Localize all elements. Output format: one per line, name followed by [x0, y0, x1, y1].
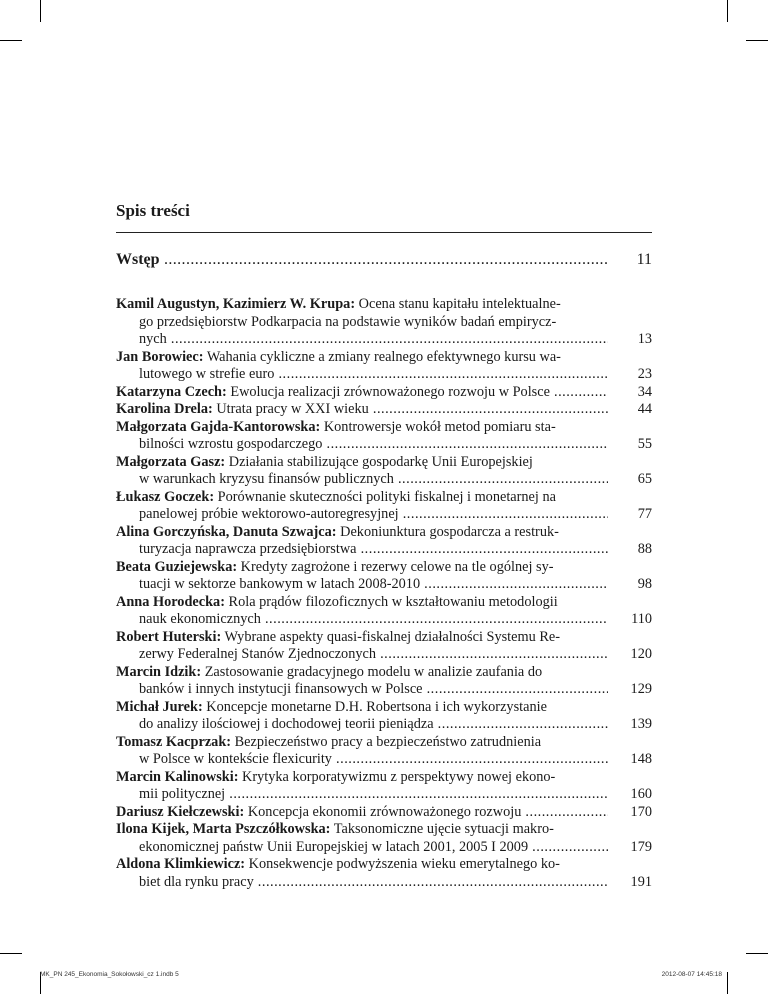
toc-entry-title: lutowego w strefie euro [139, 366, 275, 382]
toc-entry-title: zerwy Federalnej Stanów Zjednoczonych [139, 646, 377, 662]
toc-entry-line [116, 786, 608, 804]
toc-entry-title: w warunkach kryzysu finansów publicznych [139, 471, 394, 487]
toc-entry-author: Anna Horodecka: [116, 593, 225, 610]
toc-entry-line [116, 541, 608, 559]
toc-entry-title: Kredyty zagrożone i rezerwy celowe na tle ogólnej sy- [237, 558, 554, 575]
toc-entry[interactable] [116, 804, 652, 822]
toc-entry-line [116, 804, 608, 822]
toc-entry-line [116, 874, 608, 892]
toc-entry-line [116, 314, 608, 332]
toc-entry-line [116, 296, 608, 314]
toc-entry-author: Dariusz Kiełczewski: [116, 803, 245, 820]
toc-page-number: 129 [630, 681, 652, 697]
toc-entry-line [116, 384, 608, 402]
toc-entry[interactable] [116, 594, 652, 629]
toc-entry-line [116, 769, 608, 787]
toc-entry-title: nych [139, 331, 167, 347]
toc-entry-title: Ocena stanu kapitału intelektualne- [355, 296, 561, 312]
toc-entry-line [116, 839, 608, 857]
toc-entry-author: Michał Jurek: [116, 698, 203, 715]
toc-page-number: 179 [630, 838, 652, 855]
toc-entry-title: Taksonomiczne ujęcie sytuacji makro- [330, 821, 554, 837]
footer-timestamp: 2012-08-07 14:45:18 [661, 971, 722, 978]
toc-entry-line [116, 856, 608, 874]
toc-entry-title: tuacji w sektorze bankowym w latach 2008-2010 [139, 576, 421, 592]
toc-entry-title: bilności wzrostu gospodarczego [139, 436, 323, 452]
crop-mark [0, 953, 22, 954]
crop-mark [746, 953, 768, 954]
toc-page-number: 170 [630, 803, 652, 820]
toc-entry-title: Rola prądów filozoficznych w kształtowaniu metodologii [224, 593, 558, 610]
toc-entry-line [116, 559, 608, 577]
toc-entry-line [116, 366, 608, 384]
toc-entry-line [116, 594, 608, 612]
toc-entry-title: Koncepcja ekonomii zrównoważonego rozwoju [244, 803, 522, 820]
toc-entry-title: Działania stabilizujące gospodarkę Unii Europejskiej [225, 453, 533, 470]
toc-page-number: 120 [630, 646, 652, 662]
toc-entry-line [116, 250, 608, 270]
toc-entry-author: Kamil Augustyn, Kazimierz W. Krupa: [116, 296, 356, 312]
toc-entry-line [116, 401, 608, 419]
toc-entry-author: Małgorzata Gasz: [116, 453, 226, 470]
toc-entry-title: go przedsiębiorstw Podkarpacia na podstawie wyników badań empirycz- [139, 313, 557, 330]
toc-entry-author: Małgorzata Gajda-Kantorowska: [116, 418, 321, 435]
toc-page-number: 160 [630, 786, 652, 802]
toc-entry-title: Porównanie skuteczności polityki fiskalnej i monetarnej na [214, 488, 556, 505]
toc-entry[interactable] [116, 769, 652, 804]
toc-entry-author: Alina Gorczyńska, Danuta Szwajca: [116, 523, 337, 540]
toc-entry-line [116, 646, 608, 664]
toc-entry-title: mii politycznej [139, 786, 226, 802]
toc-entries [116, 296, 652, 891]
toc-entry-line [116, 821, 608, 839]
toc-entry[interactable] [116, 629, 652, 664]
toc-entry-line [116, 751, 608, 769]
toc-page-number: 55 [637, 436, 652, 452]
toc-entry[interactable] [116, 734, 652, 769]
toc-entry-title: Koncepcje monetarne D.H. Robertsona i ich wykorzystanie [202, 698, 547, 715]
toc-entry-title: nauk ekonomicznych [139, 611, 261, 627]
toc-entry-author: Jan Borowiec: [116, 348, 204, 365]
toc-entry-author: Łukasz Goczek: [116, 488, 215, 505]
toc-page-number: 139 [630, 716, 652, 732]
toc-entry-line [116, 524, 608, 542]
toc-entry[interactable] [116, 821, 652, 856]
toc-page-number: 34 [637, 383, 652, 400]
toc-entry-line [116, 349, 608, 367]
toc-page-number: 148 [630, 751, 652, 767]
toc-page-number: 44 [637, 401, 652, 417]
toc-entry-line [116, 734, 608, 752]
toc-entry-intro[interactable] [116, 250, 652, 270]
toc-page-number: 65 [637, 471, 652, 487]
toc-entry[interactable] [116, 559, 652, 594]
toc-entry-author: Robert Huterski: [116, 628, 222, 645]
toc-entry-line [116, 506, 608, 524]
toc-entry-title: Krytyka korporatywizmu z perspektywy nowej ekono- [238, 768, 556, 785]
toc-entry-title: Wahania cykliczne a zmiany realnego efektywnego kursu wa- [203, 348, 561, 365]
toc-entry-title: do analizy ilościowej i dochodowej teorii pieniądza [139, 716, 434, 732]
toc-entry-title: panelowej próbie wektorowo-autoregresyjnej [139, 506, 399, 522]
table-of-contents [116, 250, 652, 891]
toc-entry-line [116, 436, 608, 454]
toc-entry-line [116, 699, 608, 717]
toc-entry-line [116, 331, 608, 349]
toc-entry-author: Marcin Idzik: [116, 663, 202, 680]
toc-entry-line [116, 716, 608, 734]
toc-page-number: 110 [631, 611, 652, 627]
toc-entry-title: banków i innych instytucji finansowych w Polsce [139, 681, 423, 697]
toc-entry-title: Dekoniunktura gospodarcza a restruk- [336, 523, 559, 540]
toc-entry-author: Katarzyna Czech: [116, 383, 227, 400]
toc-entry-author: Beata Guziejewska: [116, 558, 238, 575]
crop-mark [0, 40, 22, 41]
title-rule [116, 232, 652, 233]
toc-entry[interactable] [116, 296, 652, 349]
toc-entry[interactable] [116, 856, 652, 891]
toc-page-number: 191 [630, 873, 652, 890]
toc-entry-title: ekonomicznej państw Unii Europejskiej w latach 2001, 2005 I 2009 [139, 838, 529, 855]
toc-entry-author: Marcin Kalinowski: [116, 768, 239, 785]
toc-entry-author: Aldona Klimkiewicz: [116, 856, 246, 872]
toc-entry-title: Kontrowersje wokół metod pomiaru sta- [320, 418, 556, 435]
toc-entry[interactable] [116, 664, 652, 699]
toc-page-number: 98 [637, 576, 652, 592]
footer-file-info: MK_PN 245_Ekonomia_Sokołowski_cz 1.indb 5 [40, 971, 179, 978]
toc-entry-line [116, 471, 608, 489]
toc-entry-title: Bezpieczeństwo pracy a bezpieczeństwo zatrudnienia [231, 733, 542, 750]
toc-entry-line [116, 419, 608, 437]
toc-entry-line [116, 664, 608, 682]
toc-entry-title: Utrata pracy w XXI wieku [212, 401, 369, 417]
crop-mark [727, 972, 728, 994]
toc-entry[interactable] [116, 699, 652, 734]
page-title: Spis treści [116, 201, 190, 220]
toc-entry[interactable] [116, 454, 652, 489]
toc-entry-line [116, 681, 608, 699]
toc-entry[interactable] [116, 349, 652, 384]
toc-page-number: 88 [637, 541, 652, 557]
crop-mark [40, 0, 41, 22]
toc-entry[interactable] [116, 401, 652, 419]
toc-entry-author: Tomasz Kacprzak: [116, 733, 232, 750]
toc-entry-line [116, 629, 608, 647]
toc-entry-line [116, 576, 608, 594]
crop-mark [727, 0, 728, 22]
toc-entry-title: Konsekwencje podwyższenia wieku emerytalnego ko- [245, 856, 560, 872]
toc-page-number: 77 [637, 506, 652, 522]
toc-entry-title: Zastosowanie gradacyjnego modelu w analizie zaufania do [201, 663, 543, 680]
toc-entry-title: w Polsce w kontekście flexicurity [139, 751, 332, 767]
toc-page-number: 13 [637, 331, 652, 347]
toc-page-number: 11 [636, 251, 652, 268]
toc-entry[interactable] [116, 524, 652, 559]
toc-entry-author: Karolina Drela: [116, 401, 213, 417]
toc-entry[interactable] [116, 489, 652, 524]
toc-entry-title: turyzacja naprawcza przedsiębiorstwa [139, 541, 357, 557]
toc-entry-line [116, 611, 608, 629]
toc-entry-line [116, 454, 608, 472]
toc-page-number: 23 [637, 366, 652, 382]
toc-intro-label: Wstęp [116, 251, 160, 268]
toc-entry[interactable] [116, 384, 652, 402]
toc-entry-title: Wybrane aspekty quasi-fiskalnej działalności Systemu Re- [221, 628, 560, 645]
toc-entry-author: Ilona Kijek, Marta Pszczółkowska: [116, 821, 331, 837]
toc-entry[interactable] [116, 419, 652, 454]
toc-entry-title: Ewolucja realizacji zrównoważonego rozwoju w Polsce [226, 383, 550, 400]
crop-mark [746, 40, 768, 41]
toc-entry-title: biet dla rynku pracy [139, 873, 254, 890]
toc-entry-line [116, 489, 608, 507]
